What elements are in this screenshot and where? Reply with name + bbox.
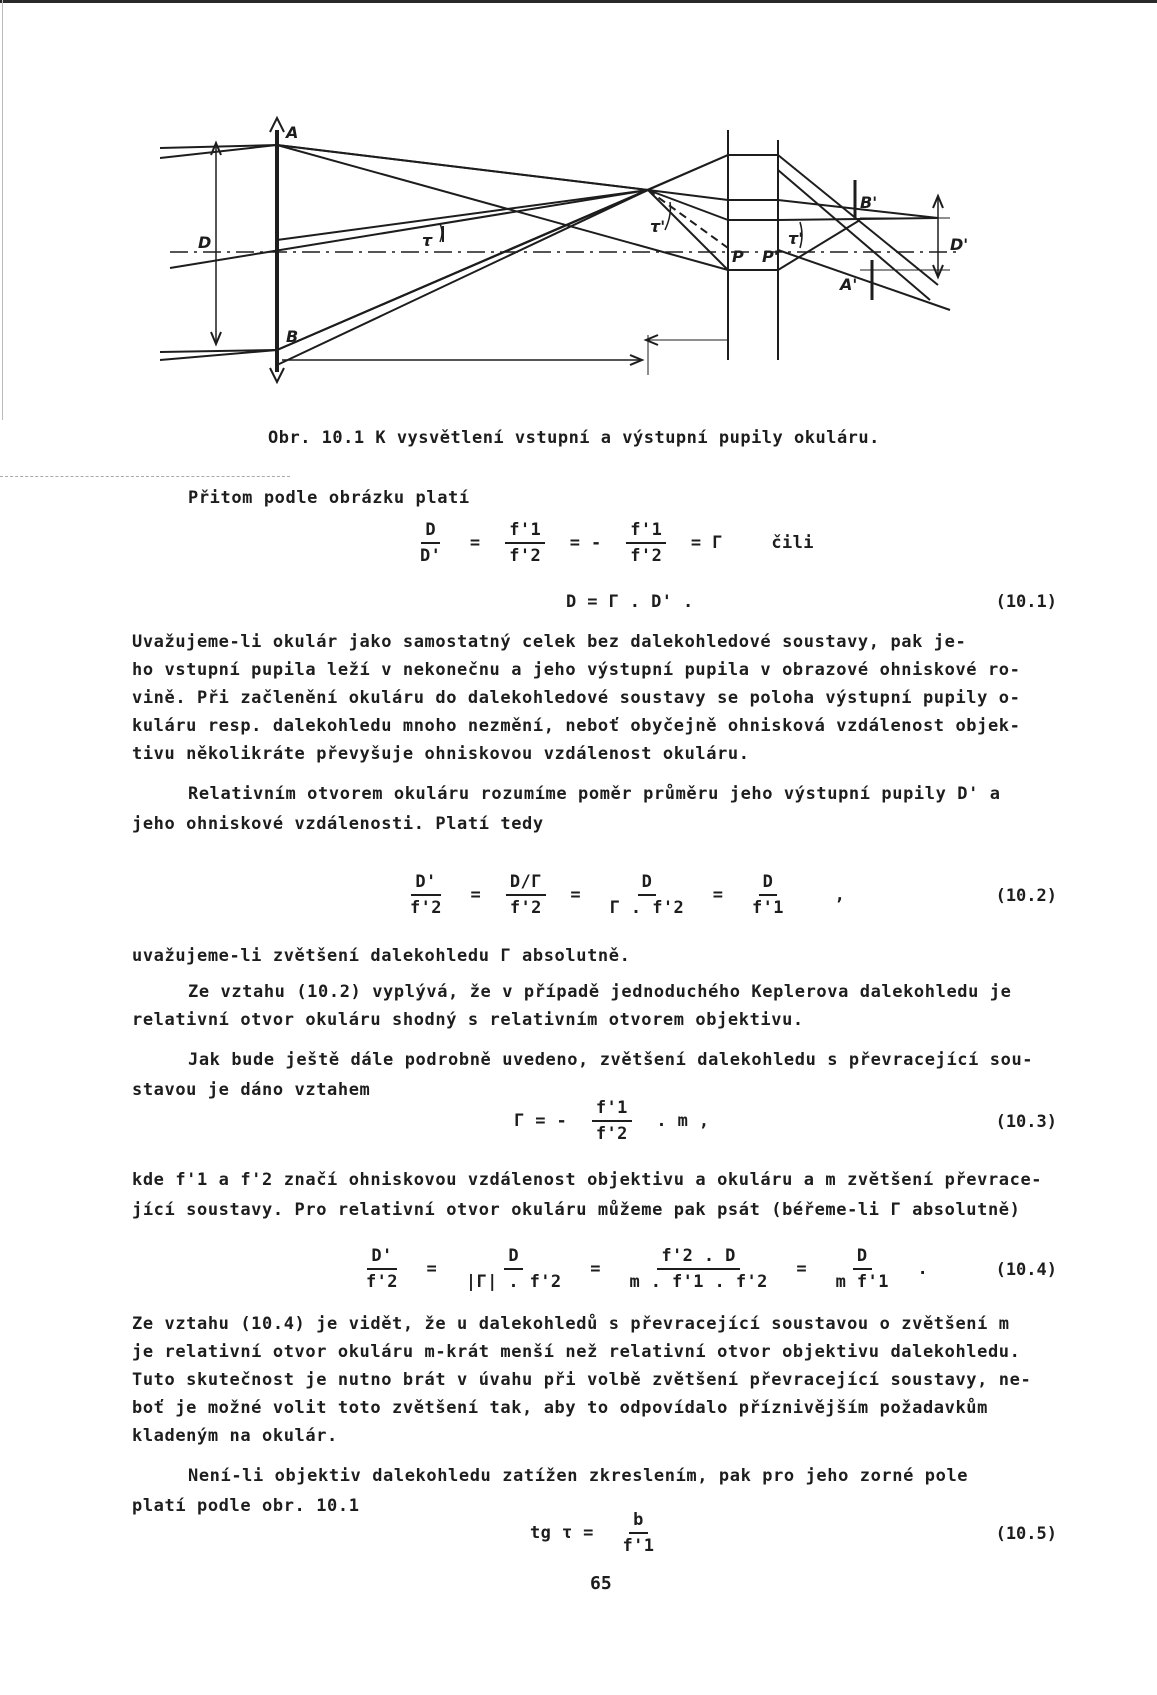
label-B-prime: B' (860, 193, 878, 212)
label-tau-prime: τ' (650, 217, 666, 236)
document-page: A B B' A' P P' D D' τ τ' τ' Obr. 10.1 K vysvětlení vstupní a výstupní pupily okuláru. Přitom podle obrázku platí $\frac{D}{D'}$ = $\frac{f'1}{f'2}$ = - $\frac{f'1}{f'2}$ = Γ čili D = Γ . D' . (10.1) Uvažujeme-li okulár jako samostatný celek bez dalekohledové soustavy, pak je- ho vstupní pupila leží v nekonečnu a jeho výstupní pupila v obrazové ohniskové ro- vině. Při začlenění okuláru do dalekohledové soustavy se poloha výstupní pupily o- kuláru resp. dalekohledu mnoho nezmění, neboť obyčejně ohnisková vzdálenost objek- tivu několikráte převyšuje ohniskovou vzdálenost okuláru. Relativním otvorem okuláru rozumíme poměr průměru jeho výstupní pupily D' a jeho ohniskové vzdálenosti. Platí tedy $\frac{D'}{f'2}$ = $\frac{D/\Gamma}{f'2}$ = $\frac{D}{\Gamma . f'2}$ = $\frac{D}{f'1}$ , (10.2) uvažujeme-li zvětšení dalekohledu Γ absolutně. Ze vztahu (10.2) vyplývá, že v případě jednoduchého Keplerova dalekohledu je relativní otvor okuláru shodný s relativním otvorem objektivu. Jak bude ještě dále podrobně uvedeno, zvětšení dalekohledu s převracející sou- stavou je dáno vztahem Γ = - $\frac{f'1}{f'2}$ . m , (10.3) kde f'1 a f'2 značí ohniskovou vzdálenost objektivu a okuláru a m zvětšení převrace- jící soustavy. Pro relativní otvor okuláru můžeme pak psát (béřeme-li Γ absolutně) $\frac{D'}{f'2}$ = $\frac{D}{|\Gamma| . f'2}$ = $\frac{f'2 . D}{m . f'1 . f'2}$ = $\frac{D}{\text{m f'1}}$ . (10.4) Ze vztahu (10.4) je vidět, že u dalekohledů s převracející soustavou o zvětšení m je relativní otvor okuláru m-krát menší než relativní otvor objektivu dalekohledu. Tuto skutečnost je nutno brát v úvahu při volbě zvětšení převracející soustavy, ne- boť je možné volit toto zvětšení tak, aby to odpovídalo příznivějším požadavkům kladeným na okulár. Není-li objektiv dalekohledu zatížen zkreslením, pak pro jeho zorné pole platí podle obr. 10.1 tg τ = $\frac{b}{f'1}$ (10.5) 65 (0, 0, 1157, 1695)
paragraph-1: Přitom podle obrázku platí (188, 488, 470, 508)
label-B: B (286, 327, 299, 346)
equation-10-5: tg τ = $\frac{b}{f'1}$ (530, 1510, 655, 1556)
label-P-prime: P' (762, 247, 779, 266)
label-P: P (732, 247, 744, 266)
figure-caption: Obr. 10.1 K vysvětlení vstupní a výstupní pupily okuláru. (268, 428, 880, 448)
equation-number-10-5: (10.5) (995, 1524, 1057, 1544)
equation-number-10-2: (10.2) (995, 886, 1057, 906)
page-number: 65 (590, 1573, 612, 1594)
scan-edge-left (2, 0, 3, 420)
equation-10-1-result: D = Γ . D' . (566, 592, 694, 612)
label-A: A (286, 123, 299, 142)
label-A-prime: A' (840, 275, 858, 294)
equation-number-10-1: (10.1) (995, 592, 1057, 612)
paragraph-4: uvažujeme-li zvětšení dalekohledu Γ absolutně. (132, 946, 631, 966)
label-tau-prime-2: τ' (788, 229, 804, 248)
label-D-prime: D' (950, 235, 969, 254)
equation-10-1-ratio: $\frac{D}{D'}$ = $\frac{f'1}{f'2}$ = - $\frac{f'1}{f'2}$ = Γ čili (420, 520, 814, 566)
equation-10-4: $\frac{D'}{f'2}$ = $\frac{D}{|\Gamma| . f'2}$ = $\frac{f'2 . D}{m . f'1 . f'2}$ = $\frac{D}{\text{m f'1}}$ . (366, 1246, 929, 1292)
label-tau: τ (422, 231, 433, 250)
label-D: D (198, 233, 212, 252)
equation-number-10-4: (10.4) (995, 1260, 1057, 1280)
equation-number-10-3: (10.3) (995, 1112, 1057, 1132)
equation-10-3: Γ = - $\frac{f'1}{f'2}$ . m , (514, 1098, 710, 1144)
optical-diagram (160, 110, 970, 430)
pencil-mark (0, 476, 290, 478)
equation-10-2: $\frac{D'}{f'2}$ = $\frac{D/\Gamma}{f'2}$ = $\frac{D}{\Gamma . f'2}$ = $\frac{D}{f'1}$ , (410, 872, 846, 918)
scan-edge-top (0, 0, 1157, 3)
